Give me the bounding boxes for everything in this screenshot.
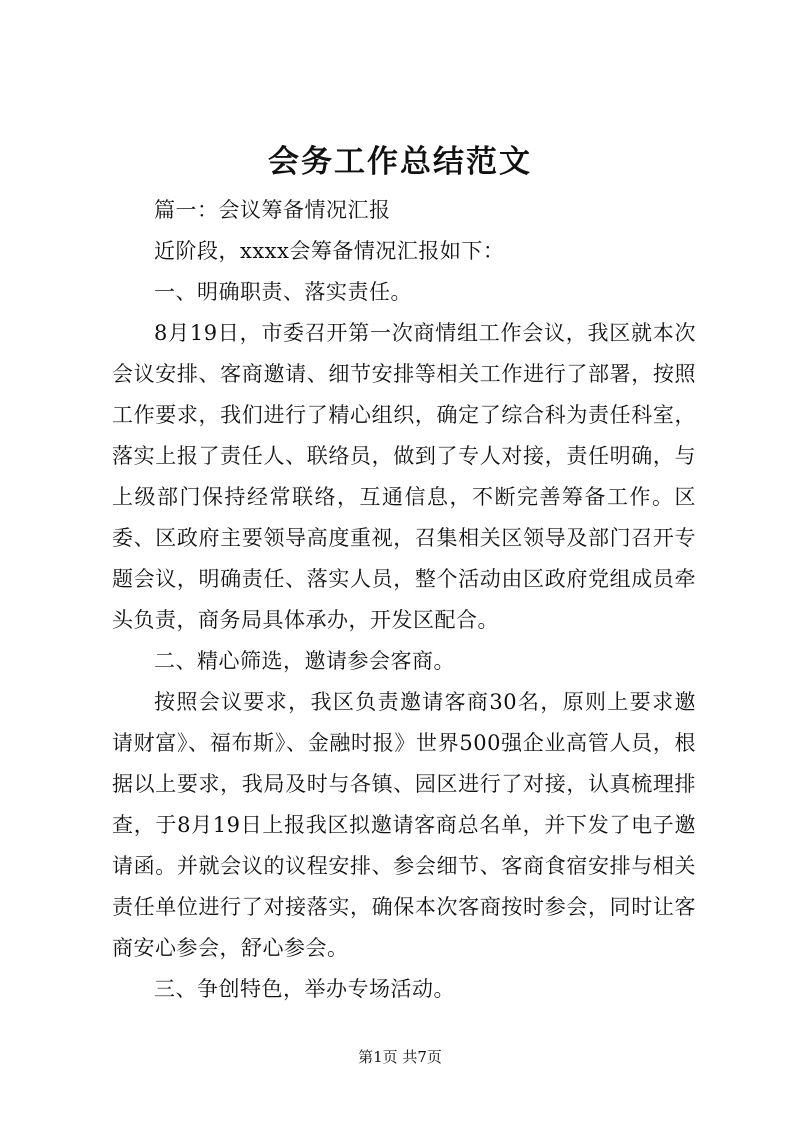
paragraph-intro: 近阶段，xxxx会筹备情况汇报如下： [154, 239, 505, 263]
document-title: 会务工作总结范文 [268, 144, 532, 180]
page-footer: 第1页 共7页 [358, 1048, 442, 1066]
paragraph-body-1: 8月19日，市委召开第一次商情组工作会议，我区就本次会议安排、客商邀请、细节安排等相关工作进行了部署，按照工作要求，我们进行了精心组织，确定了综合科为责任科室，落实上报了责任人、联络员，做到了专人对接，责任明确，与上级部门保持经常联络，互通信息，不断完善筹备工作。区委、区政府主要领导高度重视，召集相关区领导及部门召开专题会议，明确责任、落实人员，整个活动由区政府党组成员牵头负责，商务局具体承办，开发区配合。 [112, 321, 696, 632]
document-body [112, 190, 696, 1010]
paragraph-heading-2: 二、精心筛选，邀请参会客商。 [154, 649, 455, 673]
paragraph-heading-3: 三、争创特色，举办专场活动。 [154, 977, 455, 1001]
paragraph-section-heading: 篇一：会议筹备情况汇报 [154, 198, 391, 222]
paragraph-body-2: 按照会议要求，我区负责邀请客商30名，原则上要求邀请财富》、福布斯》、金融时报》世界500强企业高管人员，根据以上要求，我局及时与各镇、园区进行了对接，认真梳理排查，于8月19日上报我区拟邀请客商总名单，并下发了电子邀请函。并就会议的议程安排、参会细节、客商食宿安排与相关责任单位进行了对接落实，确保本次客商按时参会，同时让客商安心参会，舒心参会。 [112, 690, 696, 960]
paragraph-heading-1: 一、明确职责、落实责任。 [154, 280, 412, 304]
